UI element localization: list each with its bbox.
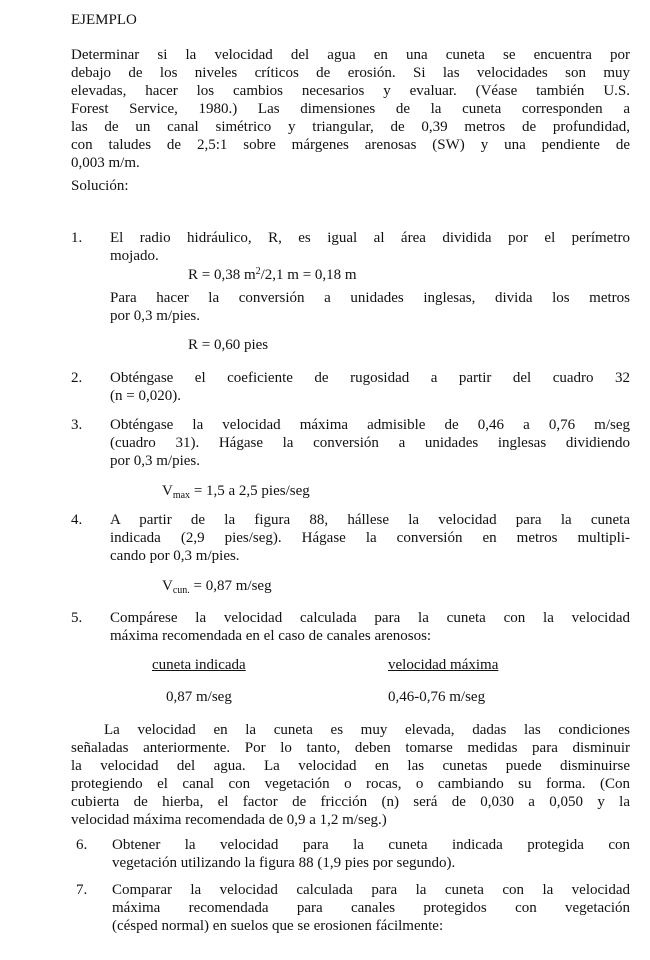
conv-line: por 0,3 m/pies. (110, 308, 200, 324)
eq-part: V (162, 483, 173, 499)
equation-r-feet: R = 0,60 pies (188, 337, 269, 353)
eq-part: R = 0,38 m (188, 267, 256, 283)
step-number: 4. (71, 512, 83, 528)
step-line: (n = 0,020). (110, 388, 181, 404)
para-line: la velocidad del agua. La velocidad en las cunetas puede disminuirse (71, 758, 630, 774)
intro-line: con taludes de 2,5:1 sobre márgenes arenosas (SW) y una pendiente de (71, 137, 630, 153)
step-line: vegetación utilizando la figura 88 (1,9 pies por segundo). (112, 855, 456, 871)
step-line: por 0,3 m/pies. (110, 453, 200, 469)
step-number: 7. (76, 882, 88, 898)
para-line: señaladas anteriormente. Por lo tanto, deben tomarse medidas para disminuir (71, 740, 630, 756)
eq-part: = 0,87 m/seg (189, 578, 272, 594)
intro-line: elevadas, hacer los cambios necesarios y evaluar. (Véase también U.S. (71, 83, 630, 99)
para-line: La velocidad en la cuneta es muy elevada, dadas las condiciones (104, 722, 630, 738)
compare-header-velocidad: velocidad máxima (388, 657, 499, 673)
step-line: El radio hidráulico, R, es igual al área dividida por el perímetro (110, 230, 630, 246)
para-line: protegiendo el canal con vegetación o rocas, o cambiando su forma. (Con (71, 776, 630, 792)
eq-part: = 1,5 a 2,5 pies/seg (190, 483, 310, 499)
equation-vcun (162, 577, 272, 595)
para-line: velocidad máxima recomendada de 0,9 a 1,2 m/seg.) (71, 812, 387, 828)
eq-sup: 2 (255, 266, 261, 277)
step-line: Obténgase el coeficiente de rugosidad a partir del cuadro 32 (110, 370, 630, 386)
step-line: mojado. (110, 248, 159, 264)
eq-part: /2,1 m = 0,18 m (260, 267, 357, 283)
step-line: Obténgase la velocidad máxima admisible de 0,46 a 0,76 m/seg (110, 417, 630, 433)
step-line: (cuadro 31). Hágase la conversión a unidades inglesas dividiendo (110, 435, 630, 451)
conv-line: Para hacer la conversión a unidades inglesas, divida los metros (110, 290, 630, 306)
eq-sub: max (172, 490, 191, 501)
intro-line: Forest Service, 1980.) Las dimensiones de la cuneta corresponden a (71, 101, 630, 117)
step-line: máxima recomendada para canales protegidos con vegetación (112, 900, 630, 916)
step-line: cando por 0,3 m/pies. (110, 548, 240, 564)
step-line: Comparar la velocidad calculada para la cuneta con la velocidad (112, 882, 630, 898)
step-line: máxima recomendada en el caso de canales arenosos: (110, 628, 432, 644)
intro-line: 0,003 m/m. (71, 155, 140, 171)
step-line: Obtener la velocidad para la cuneta indicada protegida con (112, 837, 630, 853)
heading: EJEMPLO (71, 12, 137, 28)
step-number: 1. (71, 230, 83, 246)
equation-vmax (162, 482, 310, 500)
para-line: cubierta de hierba, el factor de fricción (n) será de 0,030 a 0,050 y la (71, 794, 630, 810)
step-number: 3. (71, 417, 83, 433)
compare-value-velocidad: 0,46-0,76 m/seg (388, 689, 486, 705)
eq-part: V (162, 578, 173, 594)
solution-label: Solución: (71, 178, 129, 194)
step-number: 2. (71, 370, 83, 386)
step-line: indicada (2,9 pies/seg). Hágase la conversión en metros multipli- (110, 530, 630, 546)
intro-line: Determinar si la velocidad del agua en una cuneta se encuentra por (71, 47, 630, 63)
step-line: Compárese la velocidad calculada para la cuneta con la velocidad (110, 610, 630, 626)
equation-r (188, 266, 357, 284)
step-line: A partir de la figura 88, hállese la velocidad para la cuneta (110, 512, 630, 528)
intro-line: las de un canal simétrico y triangular, de 0,39 metros de profundidad, (71, 119, 630, 135)
eq-sub: cun. (172, 585, 190, 596)
step-line: (césped normal) en suelos que se erosionen fácilmente: (112, 918, 444, 934)
compare-header-cuneta: cuneta indicada (152, 657, 246, 673)
intro-line: debajo de los niveles críticos de erosión. Si las velocidades son muy (71, 65, 630, 81)
step-number: 5. (71, 610, 83, 626)
compare-value-cuneta: 0,87 m/seg (166, 689, 232, 705)
step-number: 6. (76, 837, 88, 853)
